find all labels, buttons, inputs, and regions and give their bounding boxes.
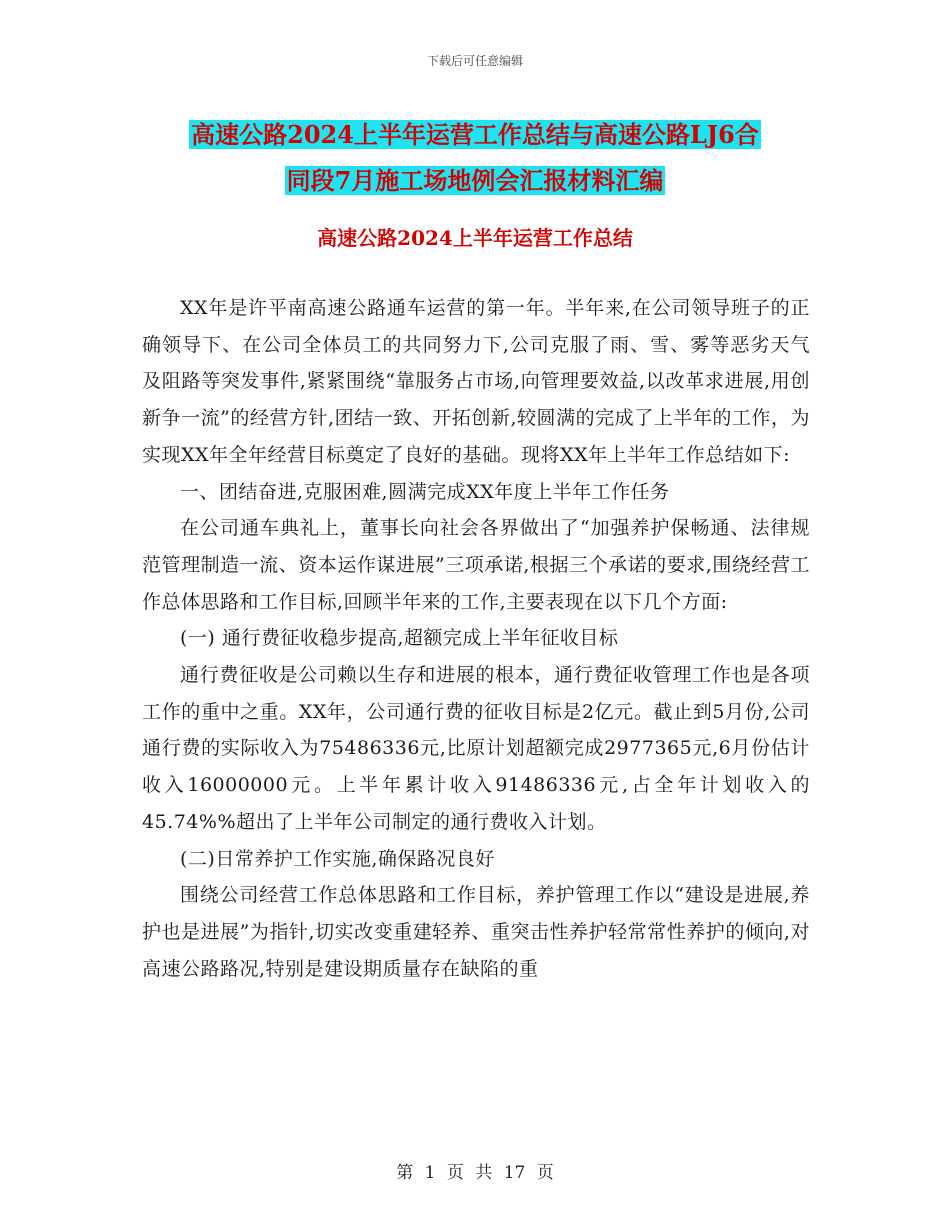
document-title-line-2: 同段7月施工场地例会汇报材料汇编 bbox=[286, 166, 664, 195]
paragraph-toll-collection: 通行费征收是公司赖以生存和进展的根本，通行费征收管理工作也是各项工作的重中之重。XX年，公司通行费的征收目标是2亿元。截止到5月份,公司通行费的实际收入为75486336元,比原计划超额完成2977365元,6月份估计收入16000000元。上半年累计收入91486336元,占全年计划收入的45.74%%超出了上半年公司制定的通行费收入计划。 bbox=[142, 664, 810, 833]
header-note: 下载后可任意编辑 bbox=[426, 54, 523, 68]
subheading-maintenance: (二)日常养护工作实施,确保路况良好 bbox=[180, 847, 495, 870]
document-title-line-1: 高速公路2024上半年运营工作总结与高速公路LJ6合 bbox=[191, 120, 759, 149]
document-title bbox=[140, 112, 810, 204]
page-number: 第 1 页 共 17 页 bbox=[396, 1163, 554, 1183]
paragraph-intro: XX年是许平南高速公路通车运营的第一年。半年来,在公司领导班子的正确领导下、在公司全体员工的共同努力下,公司克服了雨、雪、雾等恶劣天气及阻路等突发事件,紧紧围绕“靠服务占市场,向管理要效益,以改革求进展,用创新争一流”的经营方针,团结一致、开拓创新,较圆满的完成了上半年的工作，为实现XX年全年经营目标奠定了良好的基础。现将XX年上半年工作总结如下: bbox=[142, 297, 810, 466]
section-title: 高速公路2024上半年运营工作总结 bbox=[317, 226, 633, 250]
heading-part-one: 一、团结奋进,克服困难,圆满完成XX年度上半年工作任务 bbox=[180, 480, 670, 503]
body-text bbox=[142, 290, 810, 987]
paragraph-maintenance: 围绕公司经营工作总体思路和工作目标，养护管理工作以“建设是进展,养护也是进展”为指针,切实改变重建轻养、重突击性养护轻常常性养护的倾向,对高速公路路况,特别是建设期质量存在缺陷的重 bbox=[142, 884, 810, 980]
subheading-toll-collection: (一) 通行费征收稳步提高,超额完成上半年征收目标 bbox=[180, 627, 619, 650]
paragraph-commitments: 在公司通车典礼上，董事长向社会各界做出了“加强养护保畅通、法律规范管理制造一流、资本运作谋进展”三项承诺,根据三个承诺的要求,围绕经营工作总体思路和工作目标,回顾半年来的工作,主要表现在以下几个方面: bbox=[142, 517, 810, 613]
